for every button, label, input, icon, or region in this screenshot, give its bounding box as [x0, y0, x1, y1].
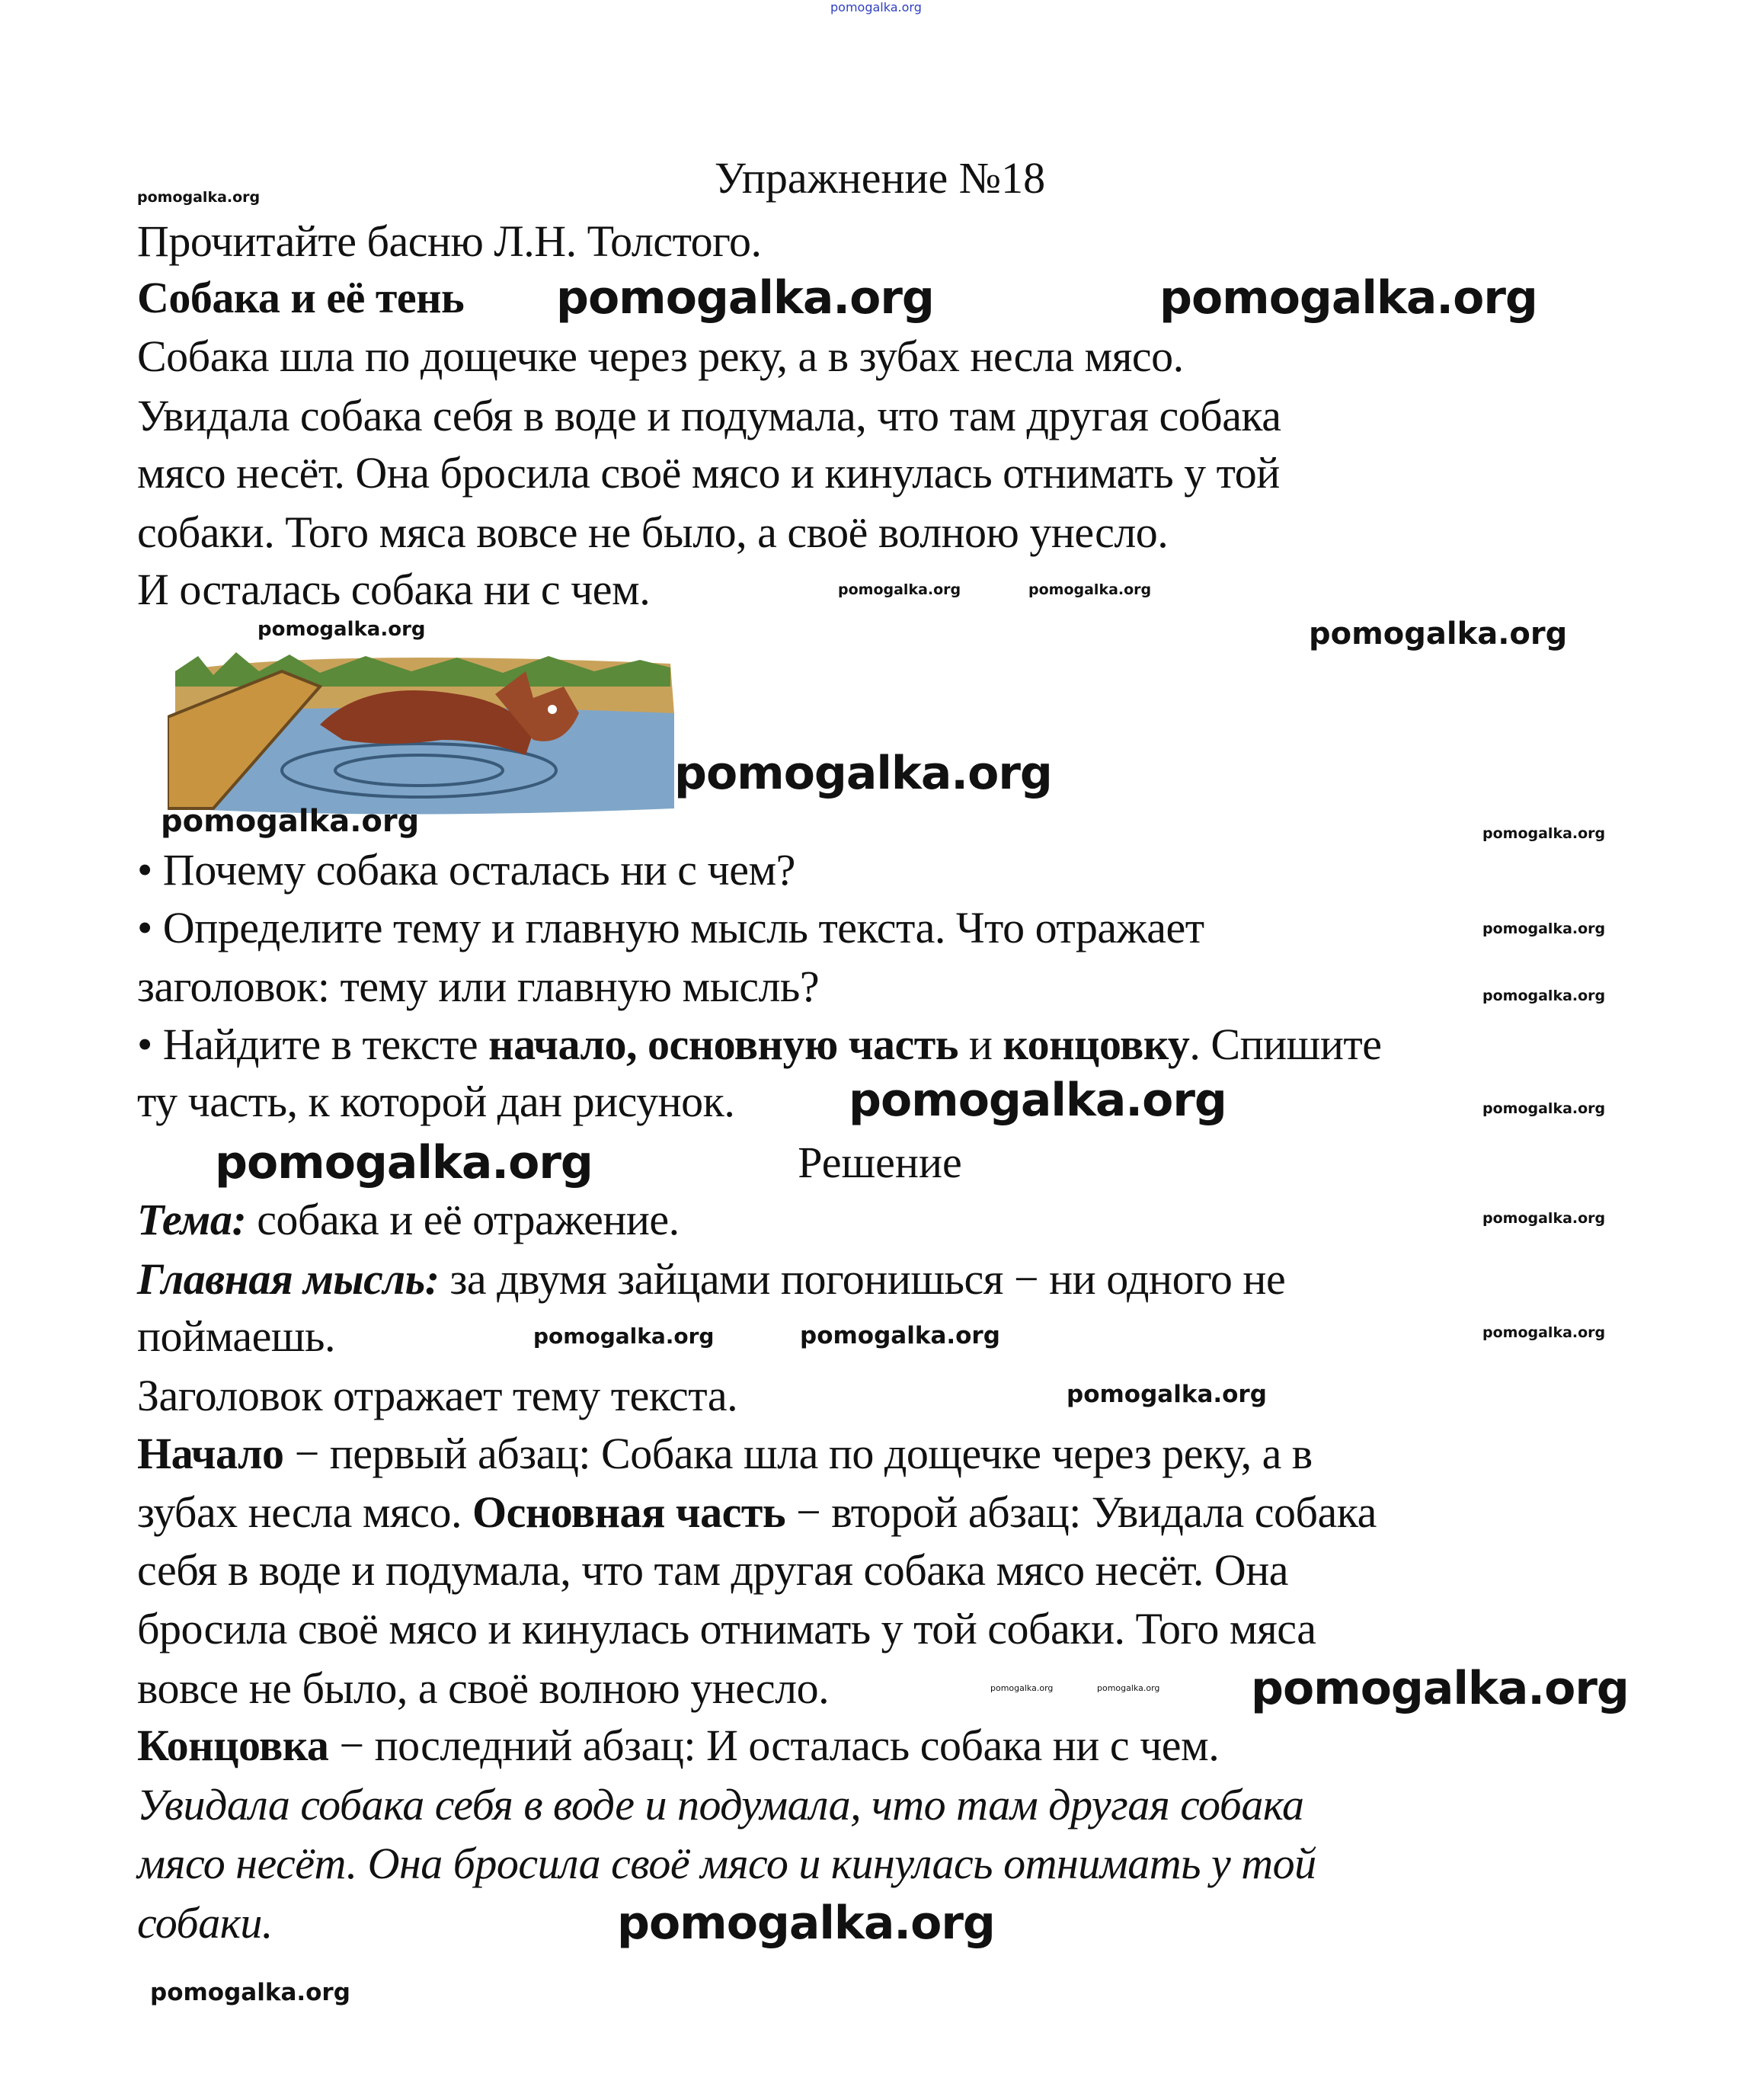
idea-line — [137, 1253, 1285, 1306]
theme-line — [137, 1193, 680, 1247]
main-line: вовсе не было, а своё волною унесло. — [137, 1663, 830, 1713]
main-line — [137, 1486, 1377, 1539]
theme-label: Тема: — [137, 1195, 247, 1244]
copied-line: собаки. — [137, 1898, 273, 1948]
main-line: себя в воде и подумала, что там другая собака мясо несёт. Она — [137, 1545, 1289, 1595]
fable-line: собаки. Того мяса вовсе не было, а своё волною унесло. — [137, 507, 1169, 557]
watermark: pomogalka.org — [533, 1324, 715, 1349]
end-line — [137, 1719, 1219, 1772]
watermark: pomogalka.org — [617, 1897, 995, 1950]
dog-illustration — [168, 641, 678, 816]
intro-text: Прочитайте басню Л.Н. Толстого. — [137, 216, 762, 266]
title-note: Заголовок отражает тему текста. — [137, 1371, 738, 1420]
solution-heading: Решение — [798, 1138, 962, 1187]
idea-line-cont: поймаешь. — [137, 1311, 335, 1361]
end-label: Концовка — [137, 1721, 329, 1770]
main-line: бросила своё мясо и кинулась отнимать у той собаки. Того мяса — [137, 1604, 1316, 1653]
fable-line: мясо несёт. Она бросила своё мясо и кинулась отнимать у той — [137, 448, 1280, 498]
watermark: pomogalka.org — [1309, 616, 1568, 651]
q3-text: . Спишите — [1189, 1020, 1382, 1069]
start-line — [137, 1427, 1313, 1481]
watermark: pomogalka.org — [849, 1074, 1226, 1127]
watermark: pomogalka.org — [556, 271, 934, 325]
watermark: pomogalka.org — [1097, 1683, 1160, 1693]
watermark: pomogalka.org — [215, 1136, 593, 1189]
watermark: pomogalka.org — [1067, 1381, 1267, 1408]
idea-label: Главная мысль: — [137, 1254, 440, 1304]
watermark: pomogalka.org — [830, 0, 922, 14]
fable-line: Увидала собака себя в воде и подумала, что там другая собака — [137, 391, 1281, 440]
q3-text: и — [958, 1020, 1003, 1069]
main-text: − второй абзац: Увидала собака — [785, 1487, 1377, 1537]
question-3 — [137, 1018, 1381, 1071]
watermark: pomogalka.org — [1482, 1100, 1606, 1117]
watermark: pomogalka.org — [990, 1683, 1054, 1693]
watermark: pomogalka.org — [1251, 1662, 1629, 1715]
watermark: pomogalka.org — [1482, 825, 1606, 842]
watermark: pomogalka.org — [1028, 581, 1152, 598]
fable-title: Собака и её тень — [137, 273, 465, 322]
watermark: pomogalka.org — [137, 189, 261, 206]
start-text: − первый абзац: Собака шла по дощечке через реку, а в — [283, 1429, 1313, 1478]
question-2: • Определите тему и главную мысль текста. Что отражает — [137, 903, 1204, 952]
q3-bold: начало, основную часть — [488, 1020, 958, 1069]
watermark: pomogalka.org — [800, 1322, 1000, 1349]
watermark: pomogalka.org — [1482, 1210, 1606, 1227]
question-3-cont: ту часть, к которой дан рисунок. — [137, 1077, 735, 1126]
start-label: Начало — [137, 1429, 284, 1478]
end-text: − последний абзац: И осталась собака ни с чем. — [328, 1721, 1220, 1770]
copied-line: мясо несёт. Она бросила своё мясо и кинулась отнимать у той — [137, 1839, 1316, 1888]
fable-line: Собака шла по дощечке через реку, а в зубах несла мясо. — [137, 331, 1184, 381]
question-1: • Почему собака осталась ни с чем? — [137, 845, 795, 895]
fable-line: И осталась собака ни с чем. — [137, 565, 651, 614]
watermark: pomogalka.org — [1482, 1324, 1606, 1341]
main-label: Основная часть — [472, 1487, 786, 1537]
watermark: pomogalka.org — [161, 804, 420, 839]
watermark: pomogalka.org — [1159, 271, 1537, 325]
watermark: pomogalka.org — [838, 581, 961, 598]
idea-text: за двумя зайцами погонишься − ни одного не — [439, 1254, 1286, 1304]
watermark: pomogalka.org — [1482, 920, 1606, 937]
theme-text: собака и её отражение. — [246, 1195, 680, 1244]
q3-text: • Найдите в тексте — [137, 1020, 489, 1069]
q3-bold: концовку — [1003, 1020, 1190, 1069]
question-2-cont: заголовок: тему или главную мысль? — [137, 962, 820, 1011]
watermark: pomogalka.org — [674, 747, 1052, 800]
watermark: pomogalka.org — [257, 618, 426, 641]
watermark: pomogalka.org — [1482, 988, 1606, 1004]
watermark: pomogalka.org — [150, 1979, 350, 2006]
copied-line: Увидала собака себя в воде и подумала, что там другая собака — [137, 1780, 1304, 1829]
start-text: зубах несла мясо. — [137, 1487, 472, 1537]
page-title: Упражнение №18 — [714, 153, 1046, 203]
